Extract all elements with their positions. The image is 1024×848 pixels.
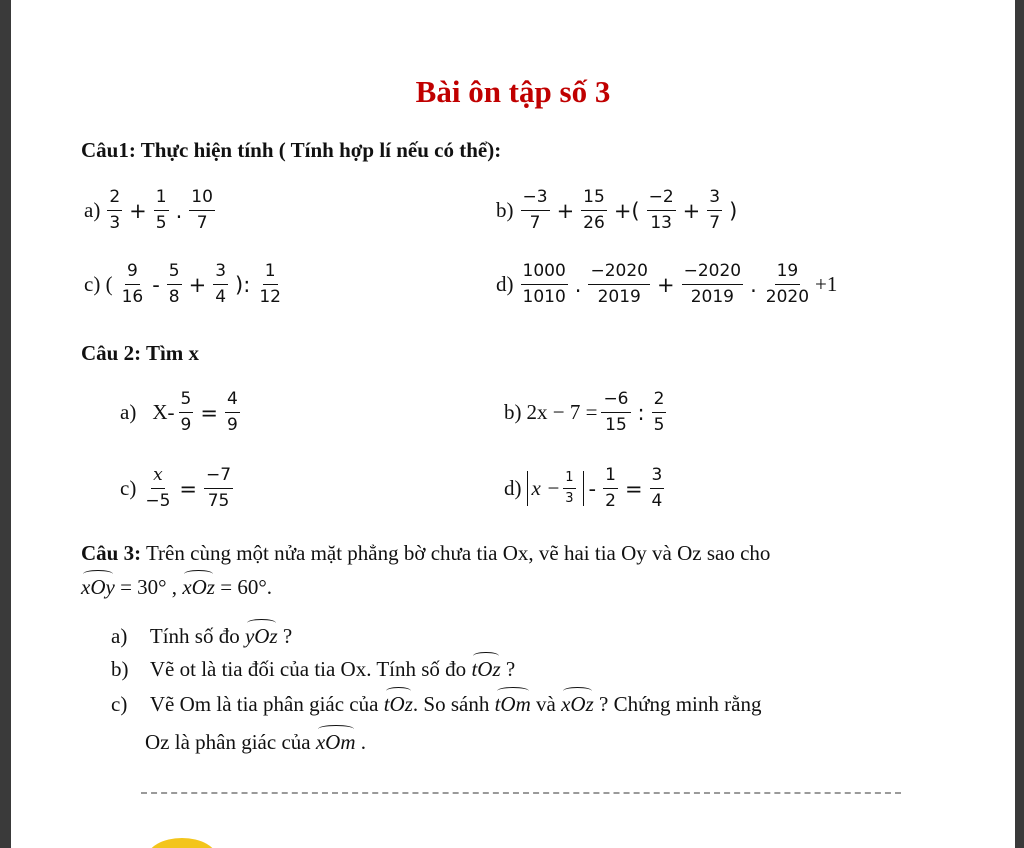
q2-c: c) $\frac{x}{-5}$ = $\frac{-7}{75}$ (120, 465, 232, 511)
fraction: $\frac{5}{9}$ (180, 389, 192, 435)
fraction: $\frac{1}{12}$ (259, 261, 281, 307)
q1-a-label: a) (84, 198, 101, 223)
q3-item-a: a) Tính số đo yOz ? (111, 624, 292, 649)
q1-d: d) $\frac{1000}{1010}$ . $\frac{-2020}{2019}$ + $\frac{-2020}{2019}$ . $\frac{19}{2020}$ +1 (496, 261, 838, 307)
q3-given: xOy = 30° , xOz = 60°. (81, 575, 272, 600)
q2-b-label: b) (504, 400, 522, 425)
q1-d-label: d) (496, 272, 514, 297)
fraction: $\frac{15}{26}$ (583, 187, 605, 233)
fraction: $\frac{-2020}{2019}$ (683, 261, 742, 307)
q2-heading: Câu 2: Tìm x (81, 341, 200, 365)
angle: xOy (81, 575, 115, 600)
fraction: $\frac{19}{2020}$ (765, 261, 810, 307)
fraction: $\frac{3}{4}$ (651, 465, 663, 511)
angle: tOz (384, 692, 413, 717)
q1-b: b) $\frac{-3}{7}$ + $\frac{15}{26}$ +( $\frac{-2}{13}$ + $\frac{3}{7}$ ) (496, 187, 738, 233)
q1-a: a) $\frac{2}{3}$ + $\frac{1}{5}$ . $\frac{10}{7}$ (84, 187, 213, 233)
q2-d: d) x − $\frac{1}{3}$ - $\frac{1}{2}$ = $\frac{3}{4}$ (504, 465, 663, 511)
fraction: $\frac{-2020}{2019}$ (590, 261, 648, 307)
fraction: $\frac{-7}{75}$ (206, 465, 232, 511)
q2-b: b) 2x − 7 = $\frac{-6}{15}$ : $\frac{2}{5}$ (504, 389, 665, 435)
q1-b-label: b) (496, 198, 514, 223)
decorative-shape (147, 838, 217, 848)
fraction: $\frac{1000}{1010}$ (522, 261, 566, 307)
q3-intro: Câu 3: Trên cùng một nửa mặt phẳng bờ chưa tia Ox, vẽ hai tia Oy và Oz sao cho (81, 541, 771, 565)
absolute-value: x − $\frac{1}{3}$ (527, 471, 584, 507)
dashed-divider (141, 792, 901, 794)
angle: tOm (495, 692, 531, 717)
fraction: $\frac{-6}{15}$ (603, 389, 629, 435)
q3-item-c-line2: Oz là phân giác của xOm . (145, 730, 366, 755)
angle: xOz (561, 692, 594, 717)
fraction: $\frac{-2}{13}$ (648, 187, 674, 233)
fraction: $\frac{1}{5}$ (155, 187, 167, 233)
page-title: Bài ôn tập số 3 (415, 74, 611, 109)
fraction: $\frac{9}{16}$ (121, 261, 144, 307)
q2-a: a) X- $\frac{5}{9}$ = $\frac{4}{9}$ (120, 389, 238, 435)
fraction: $\frac{1}{3}$ (565, 469, 574, 506)
q2-a-label: a) (120, 400, 137, 425)
q2-c-label: c) (120, 476, 137, 501)
q3-item-b: b) Vẽ ot là tia đối của tia Ox. Tính số đo tOz ? (111, 657, 515, 682)
fraction: $\frac{5}{8}$ (168, 261, 180, 307)
angle: xOz (182, 575, 215, 600)
angle: yOz (245, 624, 278, 649)
fraction: $\frac{x}{-5}$ (145, 465, 171, 511)
q2-d-label: d) (504, 476, 522, 501)
angle: xOm (316, 730, 356, 755)
q1-heading: Câu1: Thực hiện tính ( Tính hợp lí nếu có thể): (81, 138, 502, 162)
document-page (11, 0, 1015, 848)
q3-item-c: c) Vẽ Om là tia phân giác của tOz. So sánh tOm và xOz ? Chứng minh rằng (111, 692, 761, 717)
q1-c-label: c) ( (84, 272, 113, 297)
fraction: $\frac{-3}{7}$ (522, 187, 548, 233)
fraction: $\frac{2}{5}$ (653, 389, 665, 435)
fraction: $\frac{1}{2}$ (605, 465, 616, 511)
fraction: $\frac{2}{3}$ (109, 187, 121, 233)
angle: tOz (471, 657, 500, 682)
fraction: $\frac{3}{7}$ (709, 187, 721, 233)
fraction: $\frac{10}{7}$ (191, 187, 213, 233)
q3-heading: Câu 3: (81, 541, 142, 565)
q1-c: c) ( $\frac{9}{16}$ - $\frac{5}{8}$ + $\frac{3}{4}$ ): $\frac{1}{12}$ (84, 261, 281, 307)
fraction: $\frac{3}{4}$ (215, 261, 227, 307)
fraction: $\frac{4}{9}$ (226, 389, 238, 435)
